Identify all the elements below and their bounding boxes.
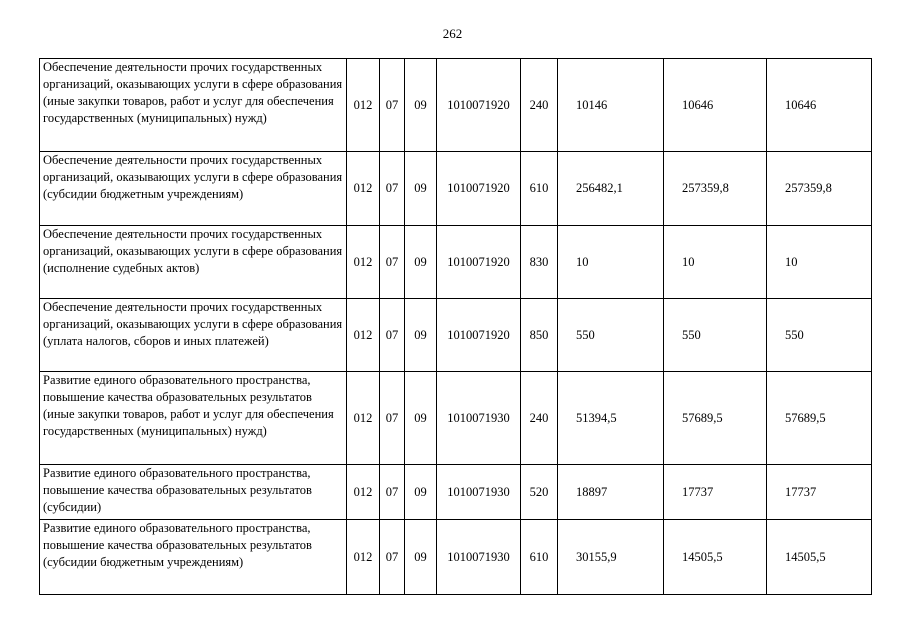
grbs-code: 012 xyxy=(347,226,380,299)
table-row xyxy=(40,59,872,152)
row-name: Развитие единого образовательного пространства, повышение качества образовательных результатов (субсидии) xyxy=(40,465,347,520)
amount-year-1: 256482,1 xyxy=(558,152,664,226)
grbs-code: 012 xyxy=(347,372,380,465)
section-code: 07 xyxy=(380,299,405,372)
row-name: Развитие единого образовательного пространства, повышение качества образовательных результатов (субсидии бюджетным учреждениям) xyxy=(40,520,347,595)
expense-type-code: 850 xyxy=(521,299,558,372)
expense-type-code: 240 xyxy=(521,59,558,152)
grbs-code: 012 xyxy=(347,520,380,595)
target-article-code: 1010071920 xyxy=(437,226,521,299)
grbs-code: 012 xyxy=(347,59,380,152)
expense-type-code: 610 xyxy=(521,152,558,226)
amount-year-3: 550 xyxy=(767,299,872,372)
row-name: Обеспечение деятельности прочих государственных организаций, оказывающих услуги в сфере образования (иные закупки товаров, работ и услуг для обеспечения государственных (муниципальных) нужд) xyxy=(40,59,347,152)
amount-year-2: 10646 xyxy=(664,59,767,152)
grbs-code: 012 xyxy=(347,152,380,226)
amount-year-1: 30155,9 xyxy=(558,520,664,595)
subsection-code: 09 xyxy=(405,372,437,465)
table-row xyxy=(40,299,872,372)
amount-year-1: 10 xyxy=(558,226,664,299)
table-row xyxy=(40,372,872,465)
amount-year-2: 57689,5 xyxy=(664,372,767,465)
amount-year-3: 10646 xyxy=(767,59,872,152)
table-row xyxy=(40,226,872,299)
amount-year-2: 550 xyxy=(664,299,767,372)
section-code: 07 xyxy=(380,152,405,226)
expense-type-code: 610 xyxy=(521,520,558,595)
amount-year-3: 57689,5 xyxy=(767,372,872,465)
target-article-code: 1010071930 xyxy=(437,465,521,520)
amount-year-3: 257359,8 xyxy=(767,152,872,226)
section-code: 07 xyxy=(380,59,405,152)
amount-year-2: 257359,8 xyxy=(664,152,767,226)
section-code: 07 xyxy=(380,520,405,595)
section-code: 07 xyxy=(380,226,405,299)
amount-year-3: 14505,5 xyxy=(767,520,872,595)
amount-year-3: 10 xyxy=(767,226,872,299)
amount-year-2: 17737 xyxy=(664,465,767,520)
amount-year-1: 51394,5 xyxy=(558,372,664,465)
row-name: Развитие единого образовательного пространства, повышение качества образовательных результатов (иные закупки товаров, работ и услуг для обеспечения государственных (муниципальных) нужд) xyxy=(40,372,347,465)
target-article-code: 1010071920 xyxy=(437,299,521,372)
target-article-code: 1010071930 xyxy=(437,520,521,595)
subsection-code: 09 xyxy=(405,152,437,226)
amount-year-2: 14505,5 xyxy=(664,520,767,595)
target-article-code: 1010071920 xyxy=(437,152,521,226)
section-code: 07 xyxy=(380,372,405,465)
row-name: Обеспечение деятельности прочих государственных организаций, оказывающих услуги в сфере образования (субсидии бюджетным учреждениям) xyxy=(40,152,347,226)
target-article-code: 1010071920 xyxy=(437,59,521,152)
section-code: 07 xyxy=(380,465,405,520)
amount-year-1: 550 xyxy=(558,299,664,372)
amount-year-2: 10 xyxy=(664,226,767,299)
amount-year-1: 18897 xyxy=(558,465,664,520)
budget-table xyxy=(39,58,872,595)
subsection-code: 09 xyxy=(405,520,437,595)
page-number: 262 xyxy=(442,26,463,41)
subsection-code: 09 xyxy=(405,299,437,372)
table-row xyxy=(40,152,872,226)
subsection-code: 09 xyxy=(405,465,437,520)
expense-type-code: 240 xyxy=(521,372,558,465)
expense-type-code: 830 xyxy=(521,226,558,299)
expense-type-code: 520 xyxy=(521,465,558,520)
table-row xyxy=(40,520,872,595)
row-name: Обеспечение деятельности прочих государственных организаций, оказывающих услуги в сфере образования (уплата налогов, сборов и иных платежей) xyxy=(40,299,347,372)
amount-year-1: 10146 xyxy=(558,59,664,152)
target-article-code: 1010071930 xyxy=(437,372,521,465)
subsection-code: 09 xyxy=(405,226,437,299)
subsection-code: 09 xyxy=(405,59,437,152)
grbs-code: 012 xyxy=(347,465,380,520)
amount-year-3: 17737 xyxy=(767,465,872,520)
table-row xyxy=(40,465,872,520)
grbs-code: 012 xyxy=(347,299,380,372)
row-name: Обеспечение деятельности прочих государственных организаций, оказывающих услуги в сфере образования (исполнение судебных актов) xyxy=(40,226,347,299)
